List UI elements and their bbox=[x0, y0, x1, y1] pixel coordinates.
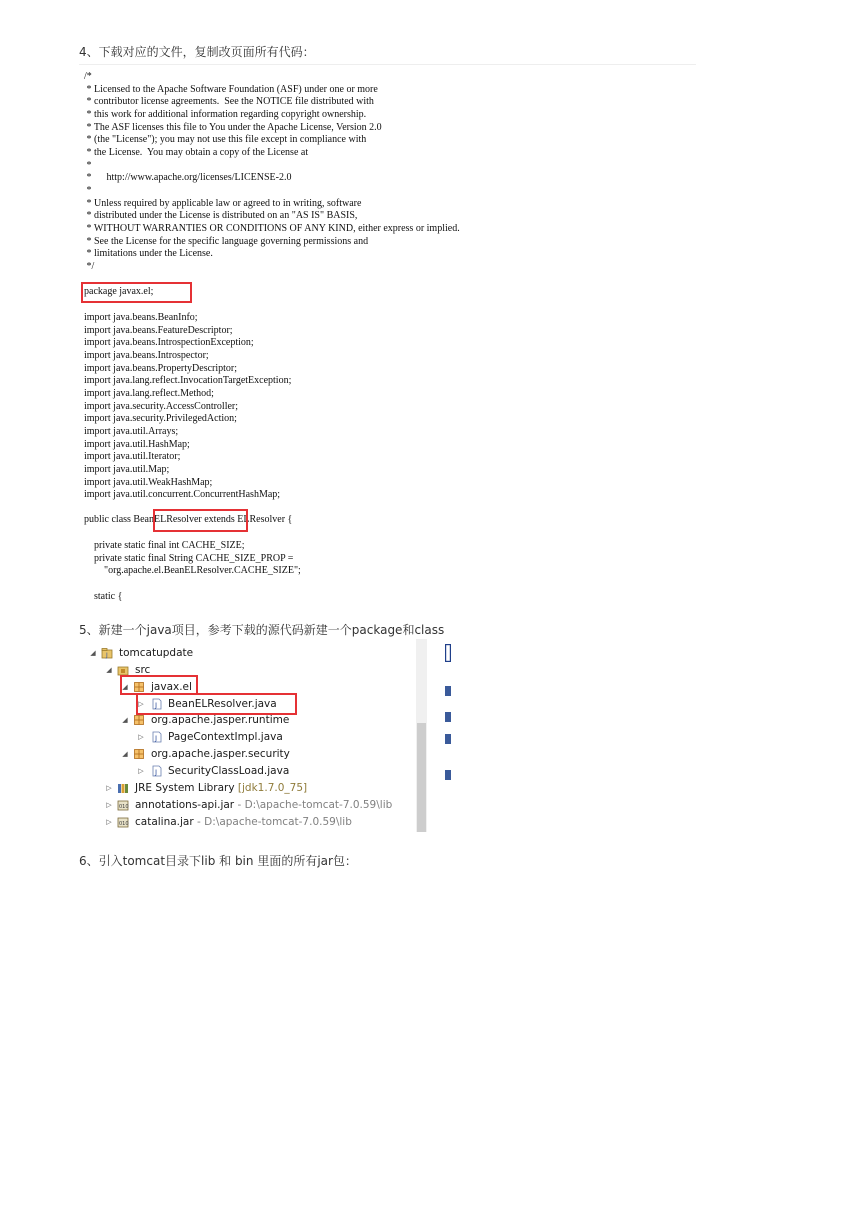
jar-path: - D:\apache-tomcat-7.0.59\lib bbox=[234, 799, 393, 811]
beanelresolver-file-highlight-box bbox=[136, 693, 297, 715]
editor-tab-icon bbox=[445, 644, 451, 662]
src-label: src bbox=[135, 664, 151, 676]
class-name-highlight-box bbox=[153, 509, 248, 532]
java-project-icon bbox=[101, 647, 113, 659]
expanded-arrow-icon[interactable]: ◢ bbox=[122, 750, 128, 758]
jre-version: [jdk1.7.0_75] bbox=[237, 782, 308, 794]
svg-text:J: J bbox=[106, 652, 108, 659]
package-icon bbox=[133, 748, 145, 760]
collapsed-arrow-icon[interactable]: ▷ bbox=[106, 784, 112, 792]
expanded-arrow-icon[interactable]: ◢ bbox=[90, 649, 96, 657]
import-statements: import java.beans.BeanInfo; import java.beans.FeatureDescriptor; import java.beans.IntrospectionException; import java.beans.Introspector; import java.beans.PropertyDescriptor; import java.lang.reflect.InvocationTargetException; import java.lang.reflect.Method; import java.security.AccessController; import java.security.PrivilegedAction; import java.util.Arrays; import java.util.HashMap; import java.util.Iterator; import java.util.Map; import java.util.WeakHashMap; import java.util.concurrent.ConcurrentHashMap; bbox=[84, 312, 292, 501]
panel-edge-icon bbox=[445, 770, 451, 780]
file-label: SecurityClassLoad.java bbox=[168, 765, 290, 777]
java-file-icon bbox=[151, 765, 163, 777]
jar-path: - D:\apache-tomcat-7.0.59\lib bbox=[193, 816, 352, 828]
class-declaration: public class BeanELResolver extends ELResolver { bbox=[84, 514, 293, 525]
expanded-arrow-icon[interactable]: ◢ bbox=[122, 683, 128, 691]
package-explorer-screenshot bbox=[79, 639, 437, 832]
vertical-scrollbar[interactable] bbox=[416, 639, 427, 832]
svg-text:J: J bbox=[155, 701, 158, 710]
jar-icon bbox=[117, 816, 129, 828]
package-label: javax.el bbox=[151, 681, 192, 693]
divider bbox=[79, 64, 696, 65]
expanded-arrow-icon[interactable]: ◢ bbox=[106, 666, 112, 674]
package-highlight-box bbox=[81, 282, 192, 303]
svg-text:J: J bbox=[155, 734, 158, 743]
panel-edge-icon bbox=[445, 686, 451, 696]
svg-text:010: 010 bbox=[119, 804, 129, 810]
package-javax-el-highlight-box bbox=[120, 675, 198, 695]
license-comment: /* * Licensed to the Apache Software Foundation (ASF) under one or more * contributor license agreements. See the NOTICE file distributed with * this work for additional information regarding copyright ownership. * The ASF licenses this file to You under the Apache License, Version 2.0 * (the "License"); you may not use this file except in compliance with * the License. You may obtain a copy of the License at * * http://www.apache.org/licenses/LICENSE-2.0 * * Unless required by applicable law or agreed to in writing, software * distributed under the License is distributed on an "AS IS" BASIS, * WITHOUT WARRANTIES OR CONDITIONS OF ANY KIND, either express or implied. * See the License for the specific language governing permissions and * limitations under the License. */ bbox=[84, 71, 460, 272]
jre-name: JRE System Library bbox=[135, 782, 235, 794]
file-label: PageContextImpl.java bbox=[168, 731, 283, 743]
svg-text:J: J bbox=[155, 768, 158, 777]
step-4-heading: 4、下载对应的文件，复制改页面所有代码： bbox=[79, 45, 315, 59]
collapsed-arrow-icon[interactable]: ▷ bbox=[106, 801, 112, 809]
panel-edge-icon bbox=[445, 734, 451, 744]
scrollbar-thumb[interactable] bbox=[417, 723, 426, 832]
library-icon bbox=[117, 782, 129, 794]
step-6-heading: 6、引入tomcat目录下lib 和 bin 里面的所有jar包： bbox=[79, 854, 357, 868]
jar-icon bbox=[117, 799, 129, 811]
jre-label bbox=[135, 780, 307, 796]
panel-edge-icon bbox=[445, 712, 451, 722]
expanded-arrow-icon[interactable]: ◢ bbox=[122, 716, 128, 724]
class-body-code: private static final int CACHE_SIZE; private static final String CACHE_SIZE_PROP = "org.apache.el.BeanELResolver.CACHE_SIZE"; static { bbox=[94, 540, 301, 602]
package-icon bbox=[133, 714, 145, 726]
jar-name: catalina.jar bbox=[135, 816, 194, 828]
collapsed-arrow-icon[interactable]: ▷ bbox=[106, 818, 112, 826]
file-label: BeanELResolver.java bbox=[168, 698, 277, 710]
java-file-icon bbox=[151, 731, 163, 743]
package-label: org.apache.jasper.runtime bbox=[151, 714, 290, 726]
collapsed-arrow-icon[interactable]: ▷ bbox=[138, 767, 144, 775]
svg-text:010: 010 bbox=[119, 821, 129, 827]
package-declaration: package javax.el; bbox=[84, 286, 154, 297]
jar-name: annotations-api.jar bbox=[135, 799, 235, 811]
package-label: org.apache.jasper.security bbox=[151, 748, 290, 760]
jar-label bbox=[135, 814, 352, 830]
project-label: tomcatupdate bbox=[119, 647, 194, 659]
collapsed-arrow-icon[interactable]: ▷ bbox=[138, 733, 144, 741]
step-5-heading: 5、新建一个java项目，参考下载的源代码新建一个package和class bbox=[79, 623, 445, 637]
collapsed-arrow-icon[interactable]: ▷ bbox=[138, 700, 144, 708]
jar-label bbox=[135, 797, 392, 813]
